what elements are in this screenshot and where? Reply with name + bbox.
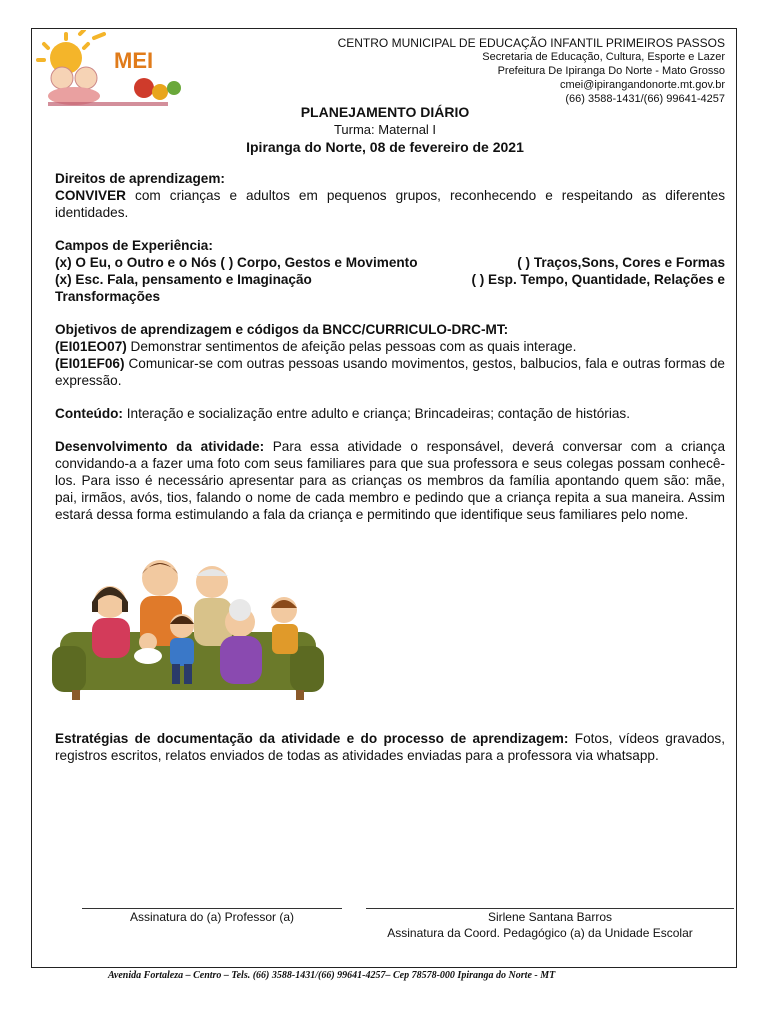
campos-row-2: (x) Esc. Fala, pensamento e Imaginação ( ) Esp. Tempo, Quantidade, Relações e (55, 272, 725, 287)
family-illustration (52, 552, 324, 704)
title-block (0, 104, 770, 156)
campos-heading: Campos de Experiência: (55, 238, 213, 253)
section-objetivos (55, 321, 725, 389)
coordinator-signature-label: Assinatura da Coord. Pedagógico (a) da Unidade Escolar (387, 926, 693, 940)
section-direitos (55, 170, 725, 221)
header-secretary: Secretaria de Educação, Cultura, Esporte e Lazer (482, 51, 725, 63)
footer-address: Avenida Fortaleza – Centro – Tels. (66) 3588-1431/(66) 99641-4257– Cep 78578-000 Ipiranga do Norte - MT (108, 970, 556, 981)
institution-header (338, 36, 725, 106)
section-campos (55, 237, 725, 305)
objetivo-1: (EI01EO07) Demonstrar sentimentos de afeição pelas pessoas com as quais interage. (55, 339, 577, 354)
logo-text: MEI (114, 48, 154, 73)
header-school-name: CENTRO MUNICIPAL DE EDUCAÇÃO INFANTIL PRIMEIROS PASSOS (337, 36, 725, 50)
plan-content (55, 170, 725, 523)
campos-row-1: (x) O Eu, o Outro e o Nós ( ) Corpo, Gestos e Movimento ( ) Traços,Sons, Cores e Formas (55, 255, 725, 270)
place-date: Ipiranga do Norte, 08 de fevereiro de 2021 (246, 139, 524, 155)
page-title: PLANEJAMENTO DIÁRIO (300, 104, 470, 120)
section-estrategias (55, 716, 725, 777)
header-phone: (66) 3588-1431/(66) 99641-4257 (565, 93, 725, 105)
coordinator-name: Sirlene Santana Barros (487, 910, 613, 924)
objetivos-heading: Objetivos de aprendizagem e códigos da BNCC/CURRICULO-DRC-MT: (55, 322, 509, 337)
direitos-heading: Direitos de aprendizagem: (55, 171, 225, 186)
section-conteudo (55, 405, 725, 422)
estrategias-text: Estratégias de documentação da atividade e do processo de aprendizagem: Fotos, vídeos gravados, registros escritos, relatos enviados de todas as atividades enviadas para a professora via whatsapp. (55, 730, 726, 763)
header-email: cmei@ipirangandonorte.mt.gov.br (559, 79, 725, 91)
desenvolvimento-text: Desenvolvimento da atividade: Para essa atividade o responsável, deverá conversar com a criança convidando-a a fazer uma foto com seus familiares para que sua professora e seus colegas possam conhecê-los. Para isso é necessário apresentar para as crianças os membros da família apontando quem são: mãe, pai, irmãos, avós, tios, falando o nome de cada membro e pedindo que a criança repita a sua maneira. Assim estará dessa forma estimulando a fala da criança e permitindo que identifique seus familiares pelo nome. (55, 439, 726, 522)
teacher-signature-label: Assinatura do (a) Professor (a) (129, 910, 295, 924)
campos-row-3: Transformações (55, 289, 161, 304)
direitos-text: CONVIVER com crianças e adultos em pequenos grupos, reconhecendo e respeitando as diferentes identidades. (55, 188, 725, 220)
section-desenvolvimento (55, 438, 725, 523)
school-logo (34, 30, 189, 110)
sun-icon (38, 30, 104, 74)
objetivo-2: (EI01EF06) Comunicar-se com outras pessoas usando movimentos, gestos, balbucios, fala e outras formas de expressão. (55, 356, 725, 388)
class-name: Turma: Maternal I (333, 122, 437, 137)
header-prefecture: Prefeitura De Ipiranga Do Norte - Mato Grosso (497, 65, 725, 77)
conteudo-text: Conteúdo: Interação e socialização entre adulto e criança; Brincadeiras; contação de histórias. (55, 406, 630, 421)
